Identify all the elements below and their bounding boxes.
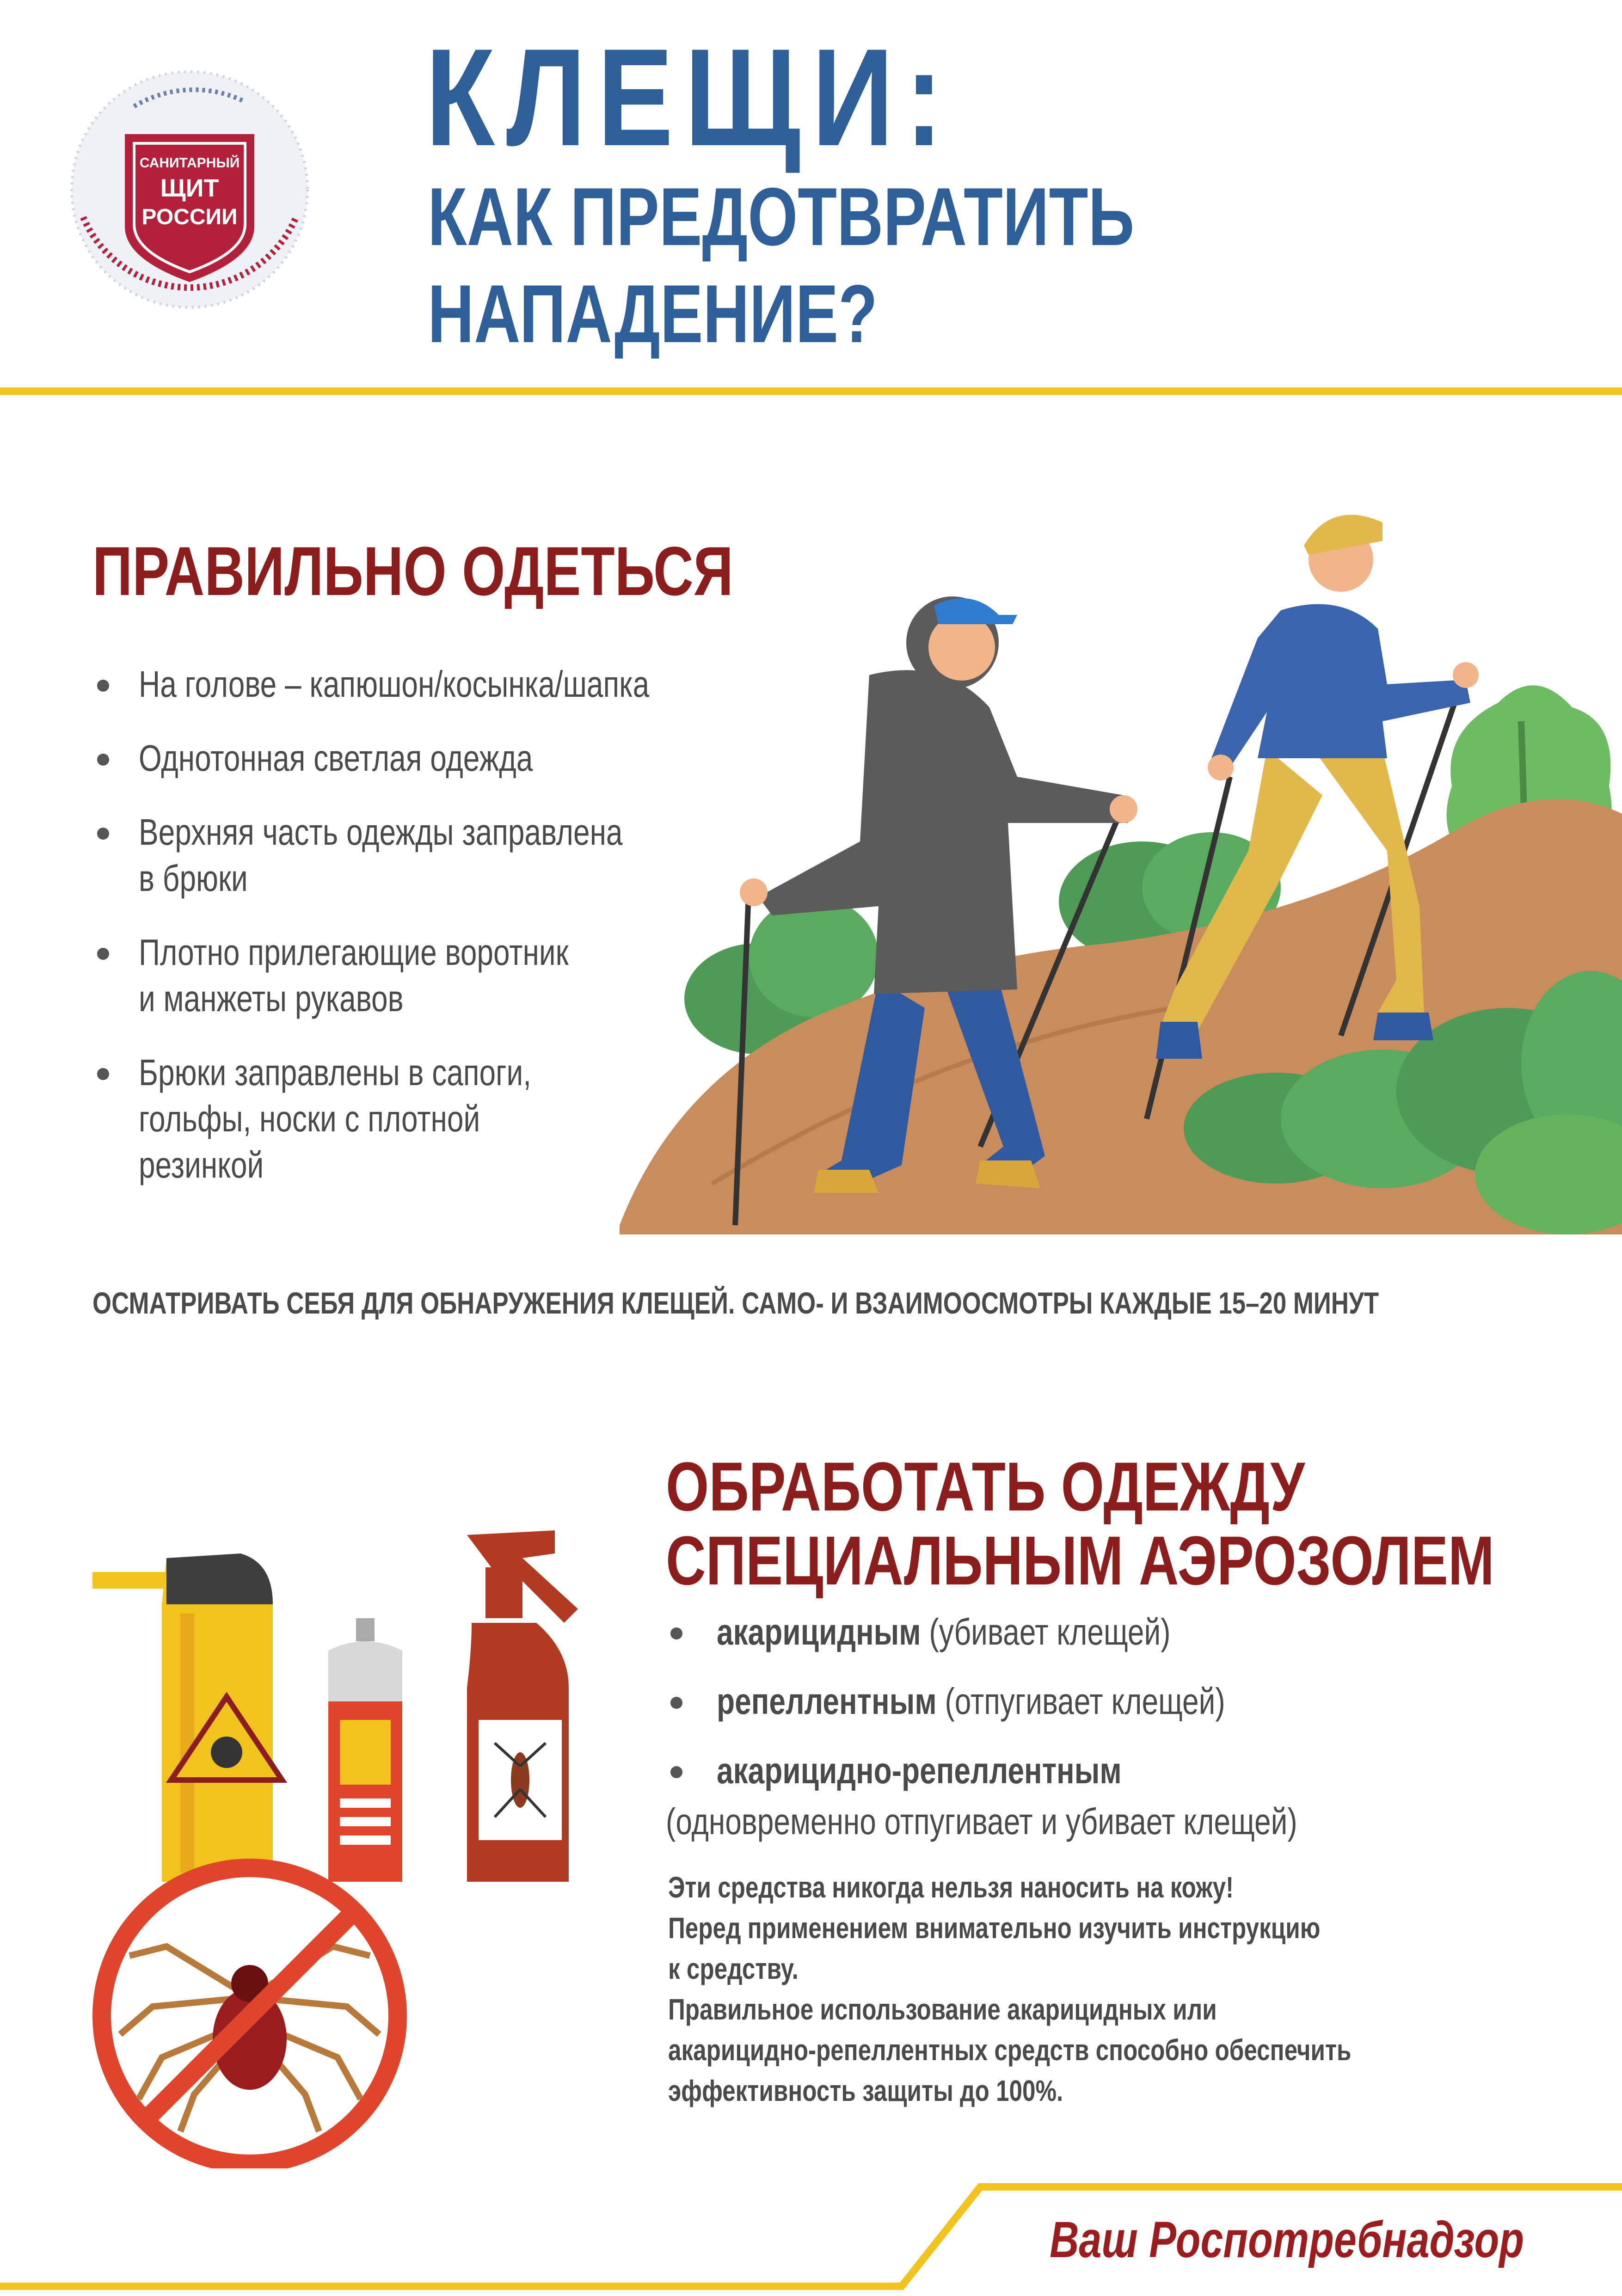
- list-item: На голове – капюшон/косынка/шапка: [139, 663, 650, 705]
- page-title-line-3: НАПАДЕНИЕ?: [428, 268, 878, 360]
- warning-line: к средству.: [668, 1952, 799, 1985]
- logo: [65, 65, 314, 324]
- page-title-line-1: КЛЕЩИ:: [425, 19, 954, 175]
- aerosol-effect: (убивает клещей): [929, 1611, 1171, 1652]
- bullet-icon: [670, 1697, 682, 1709]
- list-item-cont: и манжеты рукавов: [139, 978, 404, 1019]
- list-item: [717, 1683, 1225, 1720]
- warning-line: эффективность защиты до 100%.: [668, 2074, 1063, 2107]
- bullet-icon: [97, 948, 109, 960]
- logo-text-1: САНИТАРНЫЙ: [139, 155, 240, 171]
- list-item: [717, 1752, 1122, 1789]
- warning-line: Эти средства никогда нельзя наносить на кожу!: [668, 1871, 1234, 1904]
- list-item: Верхняя часть одежды заправлена: [139, 811, 623, 853]
- bullet-icon: [97, 828, 109, 840]
- list-item: [717, 1611, 1171, 1652]
- bullet-icon: [97, 754, 109, 766]
- aerosol-illustration: [88, 1503, 633, 2168]
- list-item: Однотонная светлая одежда: [139, 737, 533, 779]
- aerosol-effect: (одновременно отпугивает и убивает клещей): [666, 1801, 1297, 1842]
- header-divider: [0, 387, 1622, 395]
- warning-line: Правильное использование акарицидных или: [668, 1993, 1217, 2026]
- list-item-cont: гольфы, носки с плотной: [139, 1098, 480, 1139]
- hikers-illustration: [620, 490, 1622, 1234]
- logo-text-3: РОССИИ: [141, 205, 238, 229]
- footer-brand: Ваш Роспотребнадзор: [1050, 2211, 1524, 2268]
- warning-line: Перед применением внимательно изучить инструкцию: [668, 1911, 1321, 1945]
- aerosol-effect: (отпугивает клещей): [945, 1681, 1225, 1722]
- section-heading-dress: ПРАВИЛЬНО ОДЕТЬСЯ: [92, 532, 733, 610]
- list-item-cont: резинкой: [139, 1144, 264, 1185]
- bullet-icon: [97, 680, 109, 692]
- list-item: Плотно прилегающие воротник: [139, 932, 569, 973]
- logo-emblem: [65, 65, 314, 324]
- list-item: Брюки заправлены в сапоги,: [139, 1052, 531, 1093]
- aerosol-list: [666, 1611, 1591, 1854]
- bullet-icon: [97, 1068, 109, 1080]
- inspect-note: ОСМАТРИВАТЬ СЕБЯ ДЛЯ ОБНАРУЖЕНИЯ КЛЕЩЕЙ. САМО- И ВЗАИМООСМОТРЫ КАЖДЫЕ 15–20 МИНУТ: [92, 1286, 1379, 1320]
- warning-line: акарицидно-репеллентных средств способно обеспечить: [668, 2033, 1352, 2067]
- page-title-line-2: КАК ПРЕДОТВРАТИТЬ: [428, 171, 1135, 263]
- logo-text-2: ЩИТ: [160, 174, 219, 202]
- list-item-cont: в брюки: [139, 858, 248, 899]
- aerosol-type: репеллентным: [717, 1681, 937, 1722]
- aerosol-type: акарицидным: [717, 1611, 921, 1652]
- bullet-icon: [670, 1627, 682, 1639]
- section-heading-aerosol-line-1: ОБРАБОТАТЬ ОДЕЖДУ: [666, 1448, 1305, 1525]
- aerosol-type: акарицидно-репеллентным: [717, 1750, 1122, 1791]
- bullet-icon: [670, 1766, 682, 1778]
- section-heading-aerosol-line-2: СПЕЦИАЛЬНЫМ АЭРОЗОЛЕМ: [666, 1522, 1494, 1599]
